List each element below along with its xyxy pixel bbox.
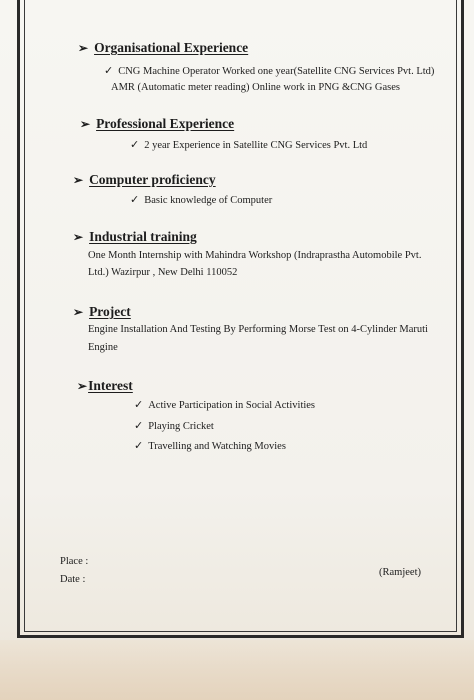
list-item [130, 193, 272, 206]
list-item [134, 398, 315, 411]
heading-text: Interest [88, 378, 133, 393]
item-text: Playing Cricket [148, 421, 214, 432]
paragraph-line: One Month Internship with Mahindra Workshop (Indraprastha Automobile Pvt. [88, 250, 422, 261]
date-label: Date : [60, 574, 86, 585]
signatory-name: (Ramjeet) [379, 567, 421, 578]
heading-text: Project [89, 304, 131, 319]
heading-text: Industrial training [89, 229, 197, 244]
item-text: Active Participation in Social Activities [148, 400, 316, 411]
arrow-bullet-icon: ➢ [77, 378, 88, 393]
paragraph-line: Ltd.) Wazirpur , New Delhi 110052 [88, 267, 238, 278]
section-heading-computer-proficiency [73, 172, 216, 188]
checkmark-icon: ✓ [134, 399, 144, 411]
heading-text: Professional Experience [96, 116, 235, 131]
arrow-bullet-icon: ➢ [73, 229, 84, 244]
checkmark-icon: ✓ [104, 65, 114, 77]
item-text: Travelling and Watching Movies [148, 441, 286, 452]
item-text: 2 year Experience in Satellite CNG Services Pvt. Ltd [144, 140, 368, 151]
checkmark-icon: ✓ [130, 139, 140, 151]
place-label: Place : [60, 556, 89, 567]
list-item [130, 138, 367, 151]
arrow-bullet-icon: ➢ [80, 116, 91, 131]
paragraph-line: Engine [88, 342, 118, 353]
section-heading-industrial-training [73, 229, 197, 245]
heading-text: Computer proficiency [89, 172, 216, 187]
list-item-continuation: AMR (Automatic meter reading) Online work in PNG &CNG Gases [111, 82, 400, 93]
arrow-bullet-icon: ➢ [73, 172, 84, 187]
item-text: Basic knowledge of Computer [144, 195, 273, 206]
arrow-bullet-icon: ➢ [78, 40, 89, 55]
checkmark-icon: ✓ [134, 440, 144, 452]
section-heading-interest [77, 378, 133, 394]
section-heading-organisational-experience [78, 40, 248, 56]
list-item [104, 64, 434, 77]
item-text: CNG Machine Operator Worked one year(Satellite CNG Services Pvt. Ltd) [118, 66, 435, 77]
heading-text: Organisational Experience [94, 40, 249, 55]
section-heading-project [73, 304, 131, 320]
checkmark-icon: ✓ [134, 420, 144, 432]
list-item [134, 439, 286, 452]
list-item [134, 419, 214, 432]
paragraph-line: Engine Installation And Testing By Performing Morse Test on 4-Cylinder Maruti [88, 324, 428, 335]
arrow-bullet-icon: ➢ [73, 304, 84, 319]
paper-edge [0, 640, 474, 700]
section-heading-professional-experience [80, 116, 234, 132]
checkmark-icon: ✓ [130, 194, 140, 206]
